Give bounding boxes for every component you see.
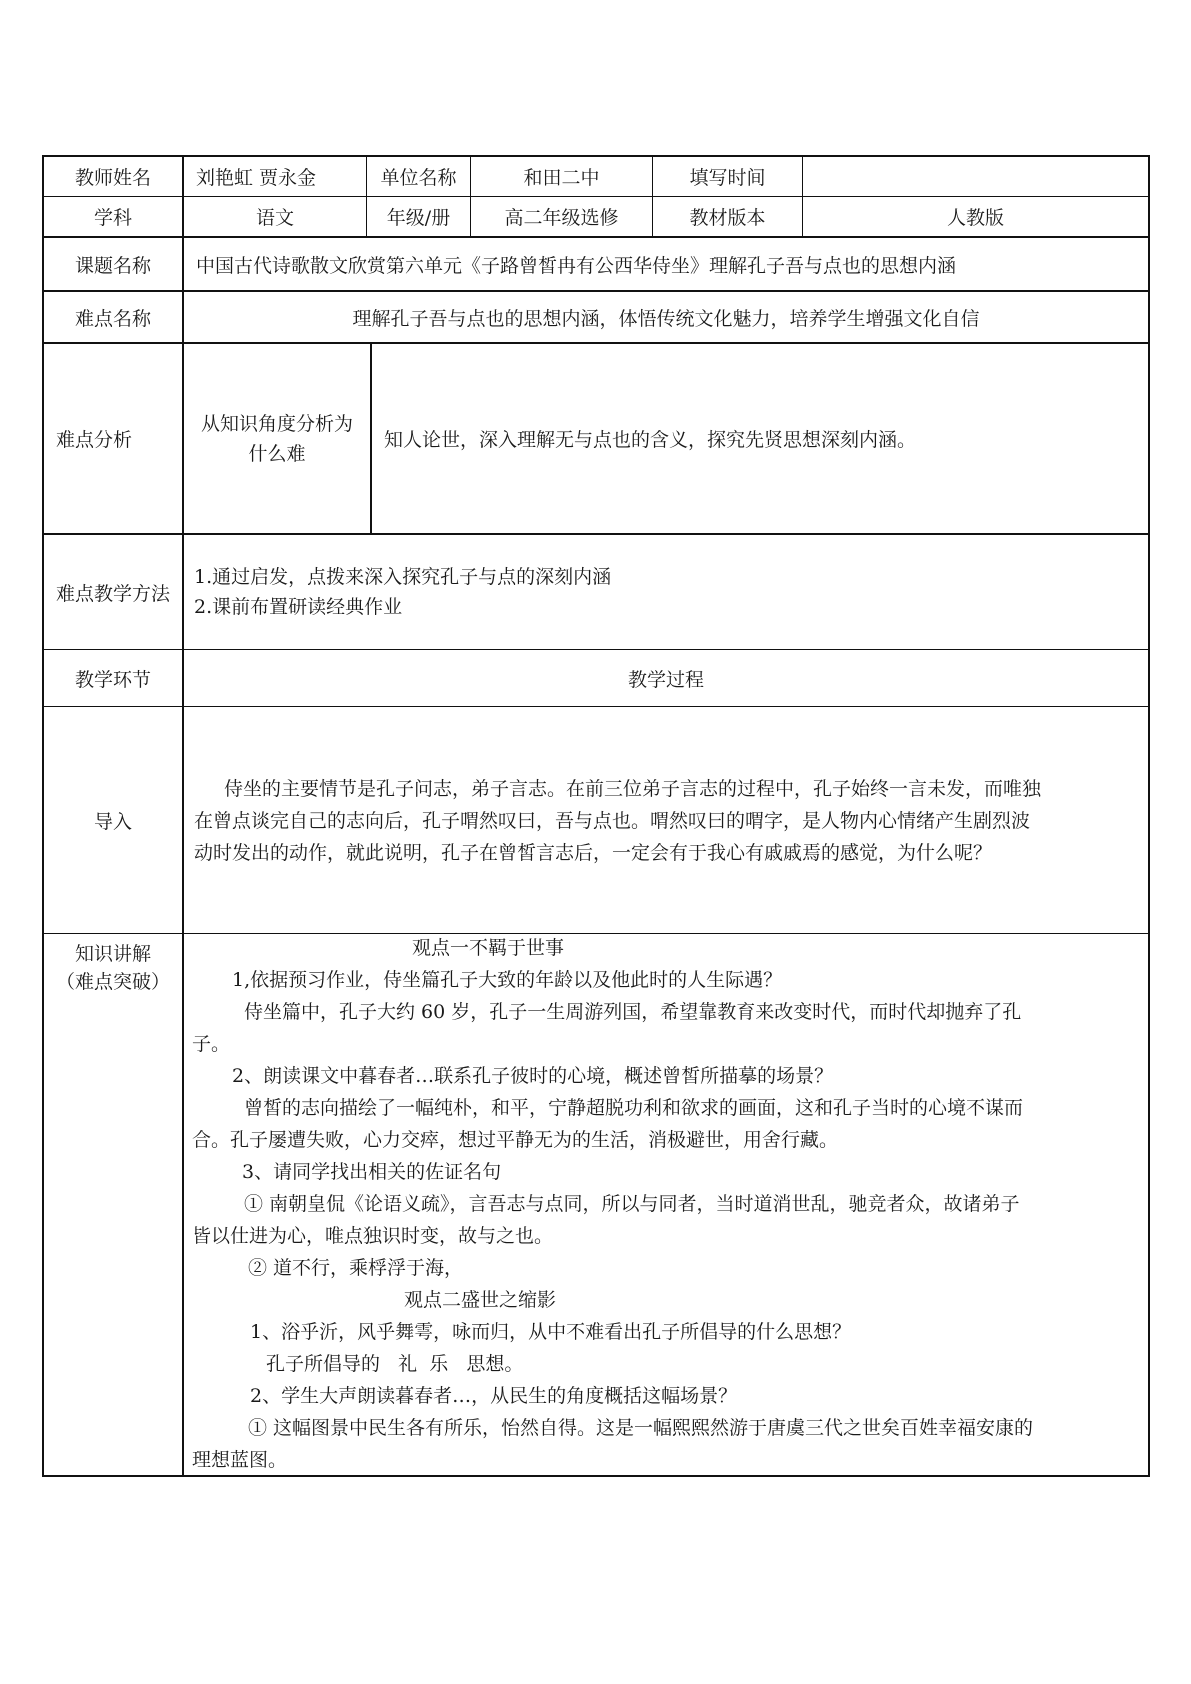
lesson-plan-table [42,155,1150,1477]
knowledge-label-line-2: （难点突破） [55,971,170,993]
process-section-label: 教学环节 [74,668,151,691]
method-label: 难点教学方法 [55,582,170,605]
intro-paragraph [194,773,1144,869]
knowledge-row [42,933,1150,1477]
analysis-row [42,342,1150,533]
text-line: 孔子所倡导的 礼 乐 思想。 [266,1353,524,1375]
text-line: 理想蓝图。 [192,1449,288,1471]
text-line: 动时发出的动作，就此说明，孔子在曾皙言志后，一定会有于我心有戚戚焉的感觉，为什么呢？ [194,842,993,864]
teacher-label: 教师姓名 [74,167,151,189]
knowledge-label-line-1: 知识讲解 [74,943,151,965]
text-line: 1,依据预习作业，侍坐篇孔子大致的年龄以及他此时的人生际遇？ [232,969,783,991]
analysis-sublabel [182,344,370,533]
difficulty-label: 难点名称 [74,307,151,330]
subject-label: 学科 [93,207,132,229]
analysis-sublabel-line-1: 从知识角度分析为 [200,412,353,435]
text-line: 2、学生大声朗读暮春者…，从民生的角度概括这幅场景？ [250,1385,738,1407]
text-line: ① 这幅图景中民生各有所乐，怡然自得。这是一幅熙熙然游于唐虞三代之世矣百姓幸福安康的 [248,1417,1034,1439]
date-value [802,157,1148,196]
unit-value: 和田二中 [470,157,652,196]
text-line: 2、朗读课文中暮春者…联系孔子彼时的心境，概述曾皙所描摹的场景？ [232,1065,834,1087]
intro-row [42,706,1150,933]
process-title: 教学过程 [182,650,1148,706]
method-row [42,533,1150,649]
teacher-value: 刘艳虹 贾永金 [182,157,366,196]
topic-row [42,236,1150,290]
text-line: 3、请同学找出相关的佐证名句 [242,1161,502,1183]
text-line: 侍坐的主要情节是孔子问志，弟子言志。在前三位弟子言志的过程中，孔子始终一言未发，而唯独 [224,778,1042,800]
process-header-row [42,649,1150,706]
text-line: ① 南朝皇侃《论语义疏》，言吾志与点同，所以与同者，当时道消世乱，驰竞者众，故诸弟子 [244,1193,1020,1215]
text-line: 侍坐篇中，孔子大约 60 岁，孔子一生周游列国，希望靠教育来改变时代，而时代却抛弃了孔 [244,1001,1022,1023]
edition-label: 教材版本 [652,197,802,236]
unit-label: 单位名称 [366,157,470,196]
header-row-1 [42,155,1150,196]
analysis-label: 难点分析 [56,429,133,451]
method-item: 2.课前布置研读经典作业 [194,596,403,618]
text-line: 观点二盛世之缩影 [404,1289,557,1311]
method-items [182,535,1148,649]
difficulty-row [42,290,1150,342]
grade-value: 高二年级选修 [470,197,652,236]
text-line: 在曾点谈完自己的志向后，孔子喟然叹曰，吾与点也。喟然叹曰的喟字，是人物内心情绪产生剧烈波 [194,810,1031,832]
analysis-sublabel-line-2: 什么难 [248,442,306,465]
text-line: ② 道不行，乘桴浮于海， [248,1257,464,1279]
analysis-value: 知人论世，深入理解无与点也的含义，探究先贤思想深刻内涵。 [370,344,1148,533]
subject-value: 语文 [182,197,366,236]
difficulty-value: 理解孔子吾与点也的思想内涵，体悟传统文化魅力，培养学生增强文化自信 [182,292,1148,342]
text-line: 1、浴乎沂，风乎舞雩，咏而归，从中不难看出孔子所倡导的什么思想？ [250,1321,852,1343]
knowledge-label [44,934,182,1475]
topic-label: 课题名称 [74,254,151,277]
date-label: 填写时间 [652,157,802,196]
text-line: 子。 [192,1033,231,1055]
topic-value: 中国古代诗歌散文欣赏第六单元《子路曾皙冉有公西华侍坐》理解孔子吾与点也的思想内涵 [182,238,1148,290]
text-line: 曾皙的志向描绘了一幅纯朴，和平，宁静超脱功利和欲求的画面，这和孔子当时的心境不谋而 [244,1097,1024,1119]
text-line: 合。孔子屡遭失败，心力交瘁，想过平静无为的生活，消极避世，用舍行藏。 [192,1129,839,1151]
knowledge-paragraph [192,932,1147,1476]
text-line: 皆以仕进为心，唯点独识时变，故与之也。 [192,1225,554,1247]
intro-body [182,707,1148,933]
knowledge-body [182,934,1148,1475]
header-row-2 [42,196,1150,236]
method-item: 1.通过启发，点拨来深入探究孔子与点的深刻内涵 [194,566,612,588]
intro-label: 导入 [93,810,132,833]
text-line: 观点一不羁于世事 [412,937,565,959]
edition-value: 人教版 [802,197,1148,236]
grade-label: 年级/册 [366,197,470,236]
